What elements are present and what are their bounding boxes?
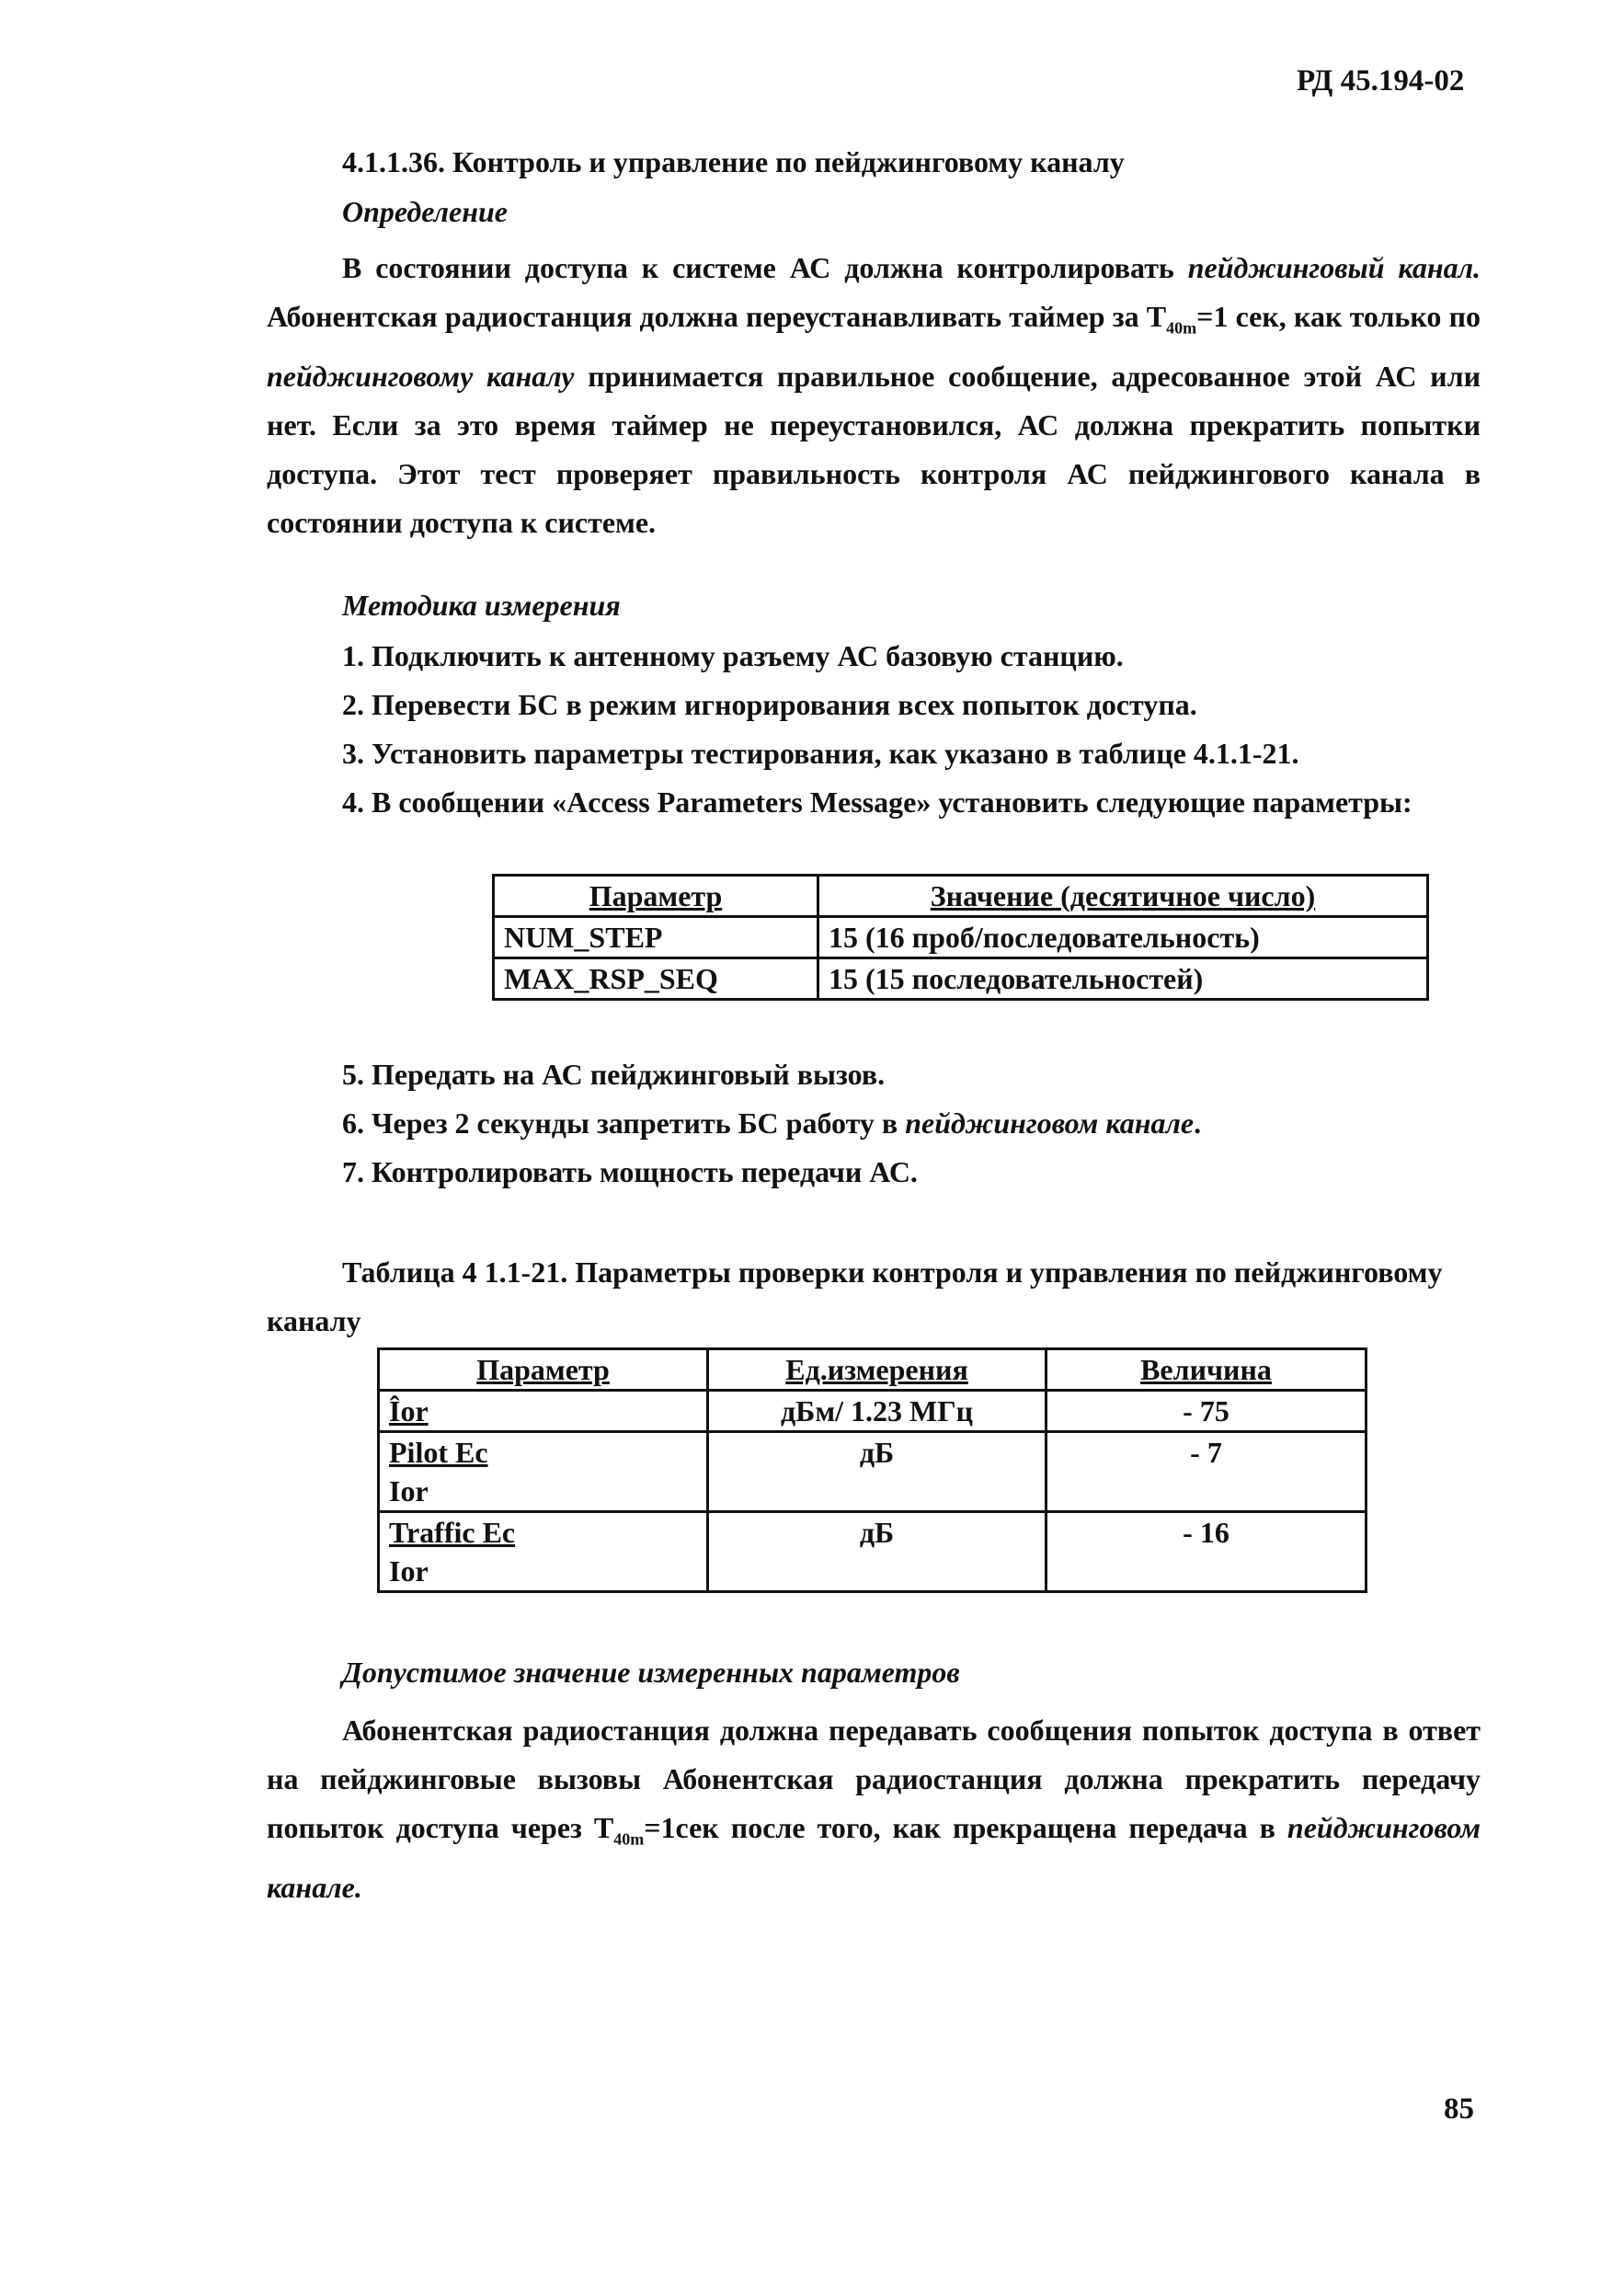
step-1: 1. Подключить к антенному разъему АС базовую станцию. (342, 639, 1124, 672)
column-header: Параметр (379, 1349, 708, 1391)
column-header: Значение (десятичное число) (818, 876, 1428, 917)
table-row (379, 1391, 1367, 1432)
table-row (494, 917, 1428, 958)
method-label: Методика измерения (342, 589, 621, 622)
table-cell: - 7 (1046, 1432, 1367, 1512)
section-title: 4.1.1.36. Контроль и управление по пейджинговому каналу (342, 145, 1125, 178)
allowed-values-label: Допустимое значение измеренных параметров (342, 1656, 960, 1689)
table-cell: MAX_RSP_SEQ (494, 958, 818, 1000)
table-caption-continued: каналу (267, 1304, 361, 1337)
step-6: 6. Через 2 секунды запретить БС работу в пейджинговом канале. (342, 1106, 1202, 1140)
table-cell: - 16 (1046, 1512, 1367, 1592)
table-cell: Traffic Ec Ior (379, 1512, 708, 1592)
table-cell: NUM_STEP (494, 917, 818, 958)
column-header: Ед.измерения (708, 1349, 1046, 1391)
table-cell: Îor (379, 1391, 708, 1432)
test-parameters-table (377, 1347, 1367, 1593)
step-3: 3. Установить параметры тестирования, как указано в таблице 4.1.1-21. (342, 737, 1299, 770)
step-5: 5. Передать на АС пейджинговый вызов. (342, 1058, 886, 1091)
table-row (379, 1432, 1367, 1512)
table-row (379, 1512, 1367, 1592)
table-cell: Pilot Ec Ior (379, 1432, 708, 1512)
step-7: 7. Контролировать мощность передачи АС. (342, 1155, 918, 1188)
page-number: 85 (1444, 2092, 1474, 2126)
table-caption: Таблица 4 1.1-21. Параметры проверки контроля и управления по пейджинговому (342, 1255, 1443, 1289)
allowed-values-paragraph: Абонентская радиостанция должна передавать сообщения попыток доступа в ответ на пейджинговые вызовы Абонентская радиостанция должна прекратить передачу попыток доступа через $Т_{40m}=1сек$ после того, как прекращена передача в пейджинговом канале. (267, 1714, 1481, 1905)
table-cell: дБм/ 1.23 МГц (708, 1391, 1046, 1432)
column-header: Параметр (494, 876, 818, 917)
table-cell: дБ (708, 1432, 1046, 1512)
table-cell: 15 (16 проб/последовательность) (818, 917, 1428, 958)
table-row (494, 958, 1428, 1000)
table-cell: дБ (708, 1512, 1046, 1592)
step-2: 2. Перевести БС в режим игнорирования всех попыток доступа. (342, 688, 1197, 721)
table-cell: - 75 (1046, 1391, 1367, 1432)
table-cell: 15 (15 последовательностей) (818, 958, 1428, 1000)
table-header-row (494, 876, 1428, 917)
definition-label: Определение (342, 195, 508, 228)
column-header: Величина (1046, 1349, 1367, 1391)
table-header-row (379, 1349, 1367, 1391)
access-parameters-table (492, 874, 1429, 1001)
step-4: 4. В сообщении «Access Parameters Message» установить следующие параметры: (342, 785, 1412, 819)
definition-paragraph: В состоянии доступа к системе АС должна контролировать пейджинговый канал. Абонентская радиостанция должна переустанавливать таймер за $Т_{40m}=1$ сек, как только по пейджинговому каналу принимается правильное сообщение, адресованное этой АС или нет. Если за это время таймер не переустановился, АС должна прекратить попытки доступа. Этот тест проверяет правильность контроля АС пейджингового канала в состоянии доступа к системе. (267, 251, 1481, 540)
document-code: РД 45.194-02 (1297, 64, 1465, 97)
